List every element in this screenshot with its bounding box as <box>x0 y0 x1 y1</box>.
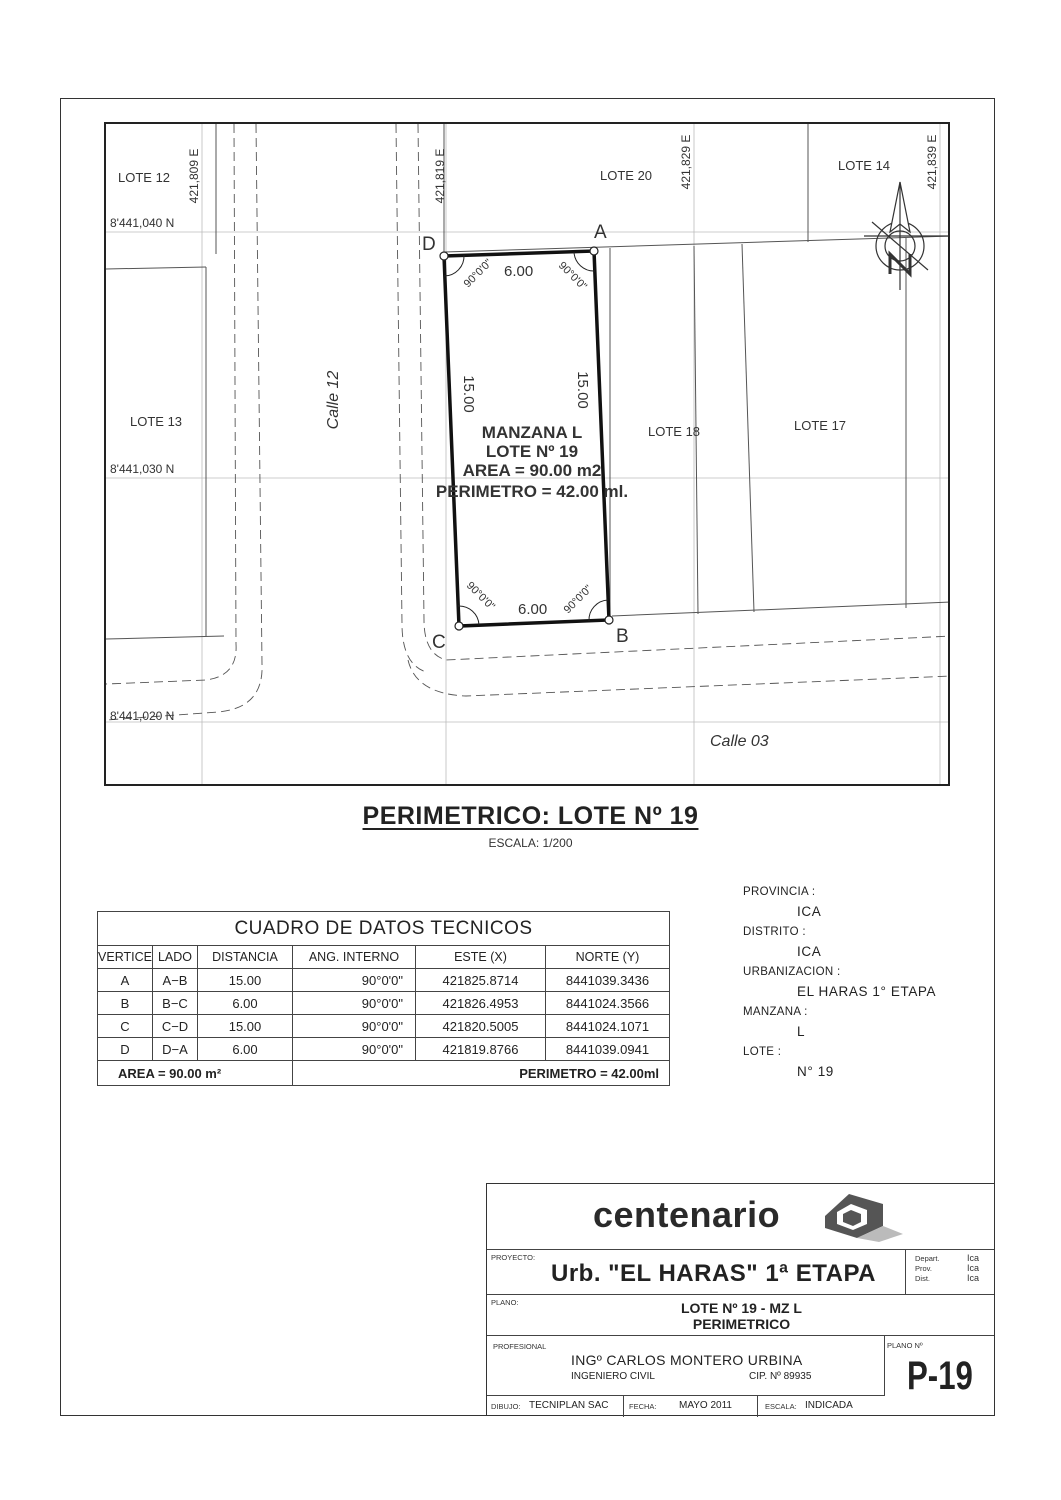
table-header-row: VERTICE LADO DISTANCIA ANG. INTERNO ESTE (X) NORTE (Y) <box>98 946 670 969</box>
footer-row: DIBUJO: TECNIPLAN SAC FECHA: MAYO 2011 ESCALA: INDICADA <box>487 1395 885 1416</box>
site-plan-drawing <box>106 124 950 786</box>
technical-data-table <box>97 911 670 1086</box>
fecha-value: MAYO 2011 <box>679 1400 732 1411</box>
dibujo-value: TECNIPLAN SAC <box>529 1400 609 1411</box>
plano-number-cell: PLANO Nº P-19 <box>887 1341 973 1398</box>
street-label: Calle 03 <box>710 733 769 750</box>
table-row: A A−B 15.00 90°0'0" 421825.8714 8441039.3436 <box>98 969 670 992</box>
brand-name: centenario <box>593 1194 781 1235</box>
vertex-label-d: D <box>422 234 436 255</box>
lot-label: LOTE 17 <box>794 418 847 433</box>
angle-label-a: 90°0'0" <box>555 259 590 293</box>
plano-number: P-19 <box>907 1354 973 1398</box>
table-caption: CUADRO DE DATOS TECNICOS <box>98 912 670 946</box>
vertex-label-c: C <box>432 632 446 653</box>
dimension-left: 15.00 <box>460 375 477 413</box>
angle-label-c: 90°0'0" <box>463 579 498 613</box>
lot-block-label: LOTE Nº 19 <box>485 442 579 461</box>
lot-label: LOTE 13 <box>130 414 183 429</box>
brand-logo-icon <box>821 1190 905 1242</box>
perimeter-total: PERIMETRO = 42.00ml <box>293 1061 670 1086</box>
easting-label: 421,829 E <box>679 134 693 190</box>
lot-block-label: AREA = 90.00 m2 <box>462 461 602 480</box>
professional-name: INGº CARLOS MONTERO URBINA <box>571 1352 803 1368</box>
northing-label: 8'441,030 N <box>110 462 175 476</box>
lot-label: LOTE 14 <box>838 158 891 173</box>
drawing-scale: ESCALA: 1/200 <box>488 836 573 850</box>
lot-block-label: PERIMETRO = 42.00 ml. <box>435 482 629 501</box>
angle-label-b: 90°0'0" <box>561 582 595 617</box>
provincia-value: ICA <box>797 903 822 919</box>
dimension-bottom: 6.00 <box>518 601 548 618</box>
lot-label: LOTE 12 <box>118 170 171 185</box>
location-info: PROVINCIA : ICA DISTRITO : ICA URBANIZACION : EL HARAS 1° ETAPA MANZANA : L LOTE : N° 19 <box>743 886 937 1079</box>
dimension-top: 6.00 <box>504 263 534 280</box>
brand-row <box>487 1184 994 1250</box>
professional-title: INGENIERO CIVIL <box>571 1371 655 1382</box>
northing-label: 8'441,020 N <box>110 709 175 723</box>
table-row: D D−A 6.00 90°0'0" 421819.8766 8441039.0941 <box>98 1038 670 1061</box>
table-row: B B−C 6.00 90°0'0" 421826.4953 8441024.3566 <box>98 992 670 1015</box>
table-footer-row <box>98 1061 670 1086</box>
angle-label-d: 90°0'0" <box>461 256 495 291</box>
manzana-value: L <box>797 1023 806 1039</box>
plano-row: PLANO: LOTE Nº 19 - MZ L PERIMETRICO <box>487 1295 994 1336</box>
easting-label: 421,819 E <box>433 148 447 204</box>
northing-label: 8'441,040 N <box>110 216 175 230</box>
escala-value: INDICADA <box>805 1400 853 1411</box>
north-arrow-icon <box>864 182 950 290</box>
table-row: C C−D 15.00 90°0'0" 421820.5005 8441024.1071 <box>98 1015 670 1038</box>
urbanizacion-value: EL HARAS 1° ETAPA <box>797 983 937 999</box>
lot-label: LOTE 18 <box>648 424 701 439</box>
plano-title-2: PERIMETRICO <box>692 1316 791 1332</box>
distrito-value: ICA <box>797 943 822 959</box>
site-plan <box>104 122 950 786</box>
proyecto-row: PROYECTO: Urb. "EL HARAS" 1ª ETAPA Depart. Prov. Dist. Ica Ica Ica <box>487 1250 994 1295</box>
lot-boundaries <box>106 124 950 639</box>
profesional-cell: PROFESIONAL INGº CARLOS MONTERO URBINA INGENIERO CIVIL CIP. Nº 89935 <box>487 1336 885 1395</box>
drawing-title: PERIMETRICO: LOTE Nº 19 <box>362 802 699 830</box>
street-label: Calle 12 <box>325 370 342 430</box>
easting-label: 421,809 E <box>187 148 201 204</box>
project-name: Urb. "EL HARAS" 1ª ETAPA <box>551 1260 877 1287</box>
title-block <box>486 1183 995 1416</box>
lot-block-label: MANZANA L <box>481 423 583 442</box>
vertex-label-a: A <box>594 222 607 243</box>
vertex-label-b: B <box>616 626 629 647</box>
easting-label: 421,839 E <box>925 134 939 190</box>
dimension-right: 15.00 <box>574 371 591 409</box>
lot-label: LOTE 20 <box>600 168 653 183</box>
plano-title-1: LOTE Nº 19 - MZ L <box>680 1300 802 1316</box>
area-total: AREA = 90.00 m² <box>98 1061 293 1086</box>
professional-cip: CIP. Nº 89935 <box>749 1371 812 1382</box>
lote-value: N° 19 <box>797 1063 834 1079</box>
